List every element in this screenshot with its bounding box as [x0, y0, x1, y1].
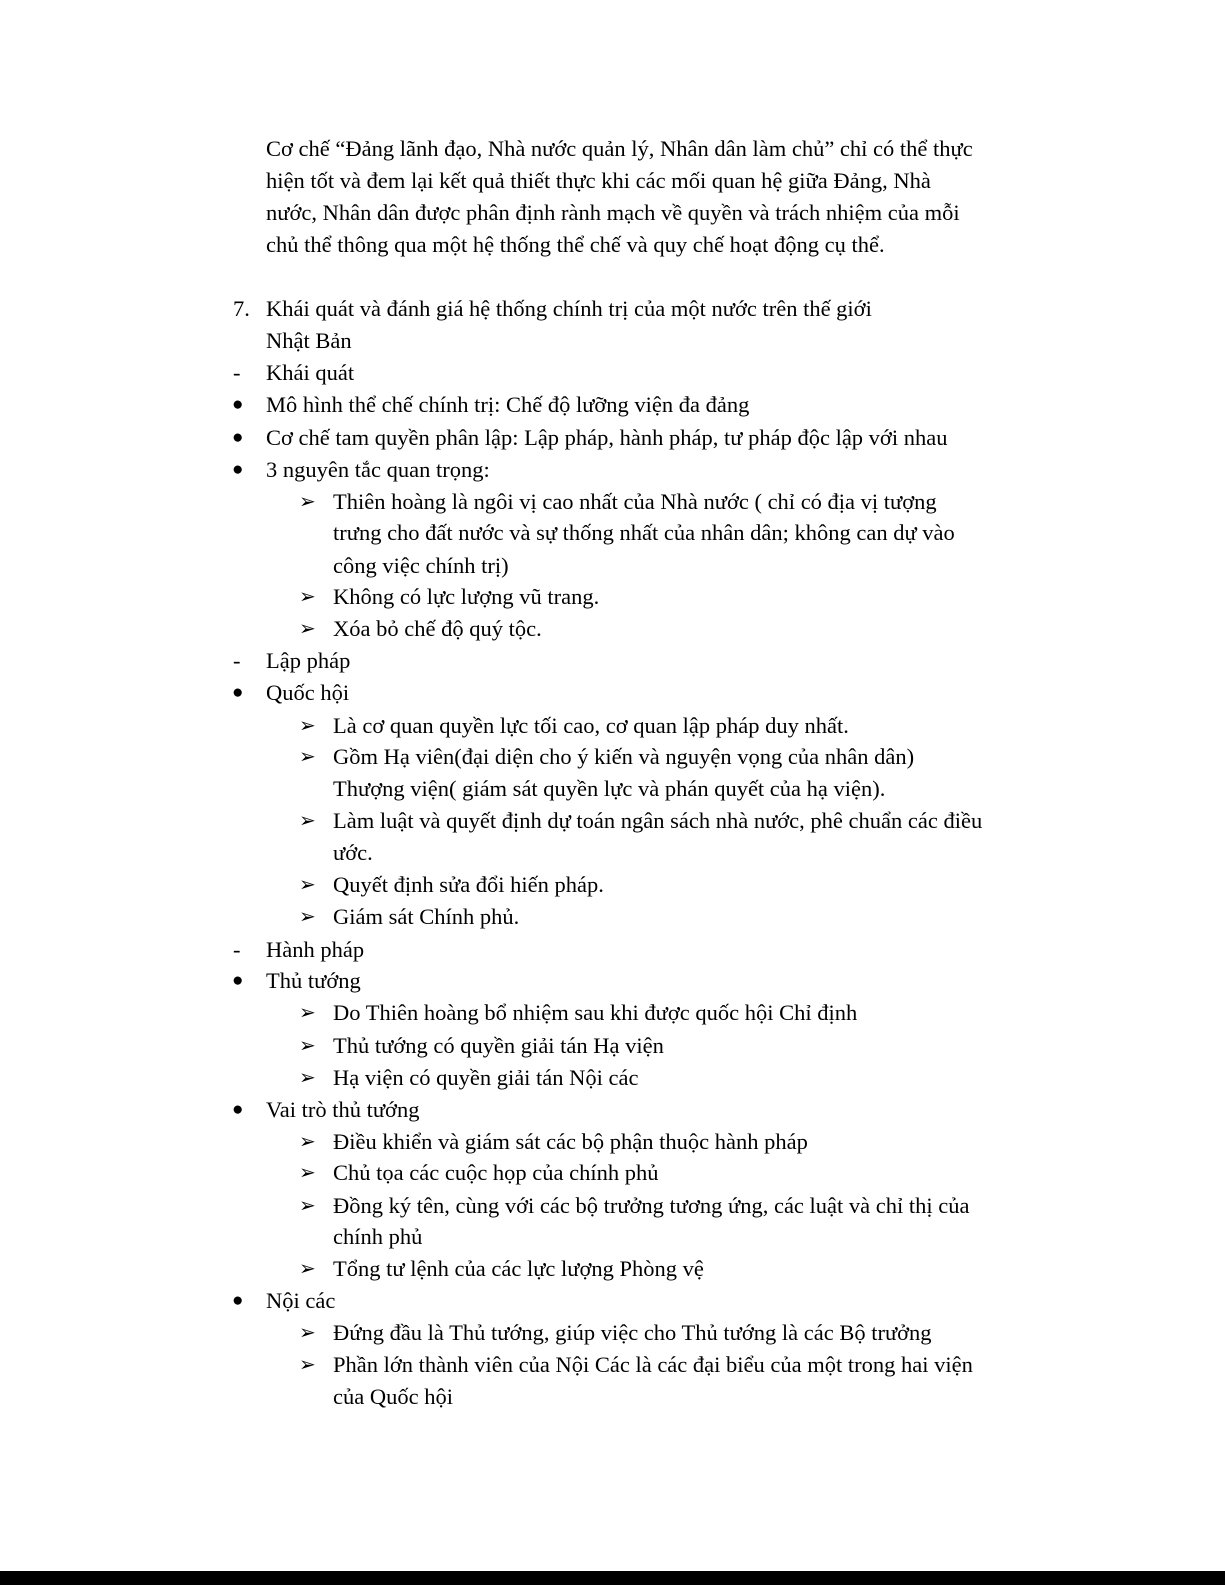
arrow-item-text: Thủ tướng có quyền giải tán Hạ viện — [333, 1033, 664, 1058]
arrow-item-continuation — [0, 773, 1225, 805]
arrow-item — [0, 1062, 1225, 1094]
page-bottom-edge — [0, 1571, 1225, 1585]
arrow-item-continuation — [0, 517, 1225, 549]
bullet-item-text: 3 nguyên tắc quan trọng: — [266, 457, 490, 482]
dash-item-text: Khái quát — [266, 360, 355, 385]
bullet-item-text: Vai trò thủ tướng — [266, 1097, 420, 1122]
dash-item — [0, 645, 1225, 677]
arrow-item-text: Xóa bỏ chế độ quý tộc. — [333, 616, 542, 641]
arrow-item — [0, 613, 1225, 645]
arrow-item-text: Hạ viện có quyền giải tán Nội các — [333, 1065, 639, 1090]
arrow-item — [0, 1317, 1225, 1349]
paragraph-text: hiện tốt và đem lại kết quả thiết thực khi các mối quan hệ giữa Đảng, Nhà — [266, 168, 931, 193]
arrow-item-text: Thượng viện( giám sát quyền lực và phán quyết của hạ viện). — [333, 776, 886, 801]
arrow-icon: ➢ — [299, 874, 316, 896]
arrow-item-text: Đồng ký tên, cùng với các bộ trưởng tương ứng, các luật và chỉ thị của — [333, 1193, 970, 1218]
bullet-item-text: Cơ chế tam quyền phân lập: Lập pháp, hành pháp, tư pháp độc lập với nhau — [266, 425, 948, 450]
bullet-icon: ● — [232, 970, 244, 991]
dash-item-text: Hành pháp — [266, 937, 365, 962]
dash-marker: - — [233, 937, 241, 962]
dash-marker: - — [233, 360, 241, 385]
list-number: 7. — [233, 296, 250, 321]
arrow-item — [0, 1030, 1225, 1062]
arrow-icon: ➢ — [299, 1162, 316, 1184]
arrow-item-text: Làm luật và quyết định dự toán ngân sách nhà nước, phê chuẩn các điều — [333, 808, 983, 833]
section-subject — [0, 325, 1225, 357]
arrow-item-text: Thiên hoàng là ngôi vị cao nhất của Nhà nước ( chỉ có địa vị tượng — [333, 489, 937, 514]
arrow-item-text: chính phủ — [333, 1224, 423, 1249]
arrow-icon: ➢ — [299, 810, 316, 832]
arrow-item — [0, 1157, 1225, 1189]
arrow-item-text: ước. — [333, 840, 373, 865]
arrow-item-text: Không có lực lượng vũ trang. — [333, 584, 600, 609]
arrow-icon: ➢ — [299, 1258, 316, 1280]
arrow-item-text: Phần lớn thành viên của Nội Các là các đại biểu của một trong hai viện — [333, 1352, 973, 1377]
arrow-icon: ➢ — [299, 715, 316, 737]
bullet-item — [0, 389, 1225, 421]
arrow-item — [0, 581, 1225, 613]
bullet-icon: ● — [232, 1099, 244, 1120]
paragraph-line — [0, 197, 1225, 229]
arrow-item — [0, 869, 1225, 901]
dash-item — [0, 357, 1225, 389]
arrow-icon: ➢ — [299, 491, 316, 513]
arrow-icon: ➢ — [299, 1131, 316, 1153]
section-heading — [0, 293, 1225, 325]
dash-item-text: Lập pháp — [266, 648, 351, 673]
paragraph-line — [0, 229, 1225, 261]
bullet-icon: ● — [232, 1290, 244, 1311]
bullet-item-text: Nội các — [266, 1288, 336, 1313]
dash-marker: - — [233, 648, 241, 673]
arrow-item-continuation — [0, 1381, 1225, 1413]
arrow-item-text: Gồm Hạ viên(đại diện cho ý kiến và nguyện vọng của nhân dân) — [333, 744, 915, 769]
bullet-item-text: Quốc hội — [266, 680, 350, 705]
arrow-icon: ➢ — [299, 618, 316, 640]
paragraph-line — [0, 133, 1225, 165]
arrow-item — [0, 1349, 1225, 1381]
bullet-item-text: Thủ tướng — [266, 968, 361, 993]
arrow-item-continuation — [0, 837, 1225, 869]
arrow-icon: ➢ — [299, 1195, 316, 1217]
bullet-item — [0, 454, 1225, 486]
bullet-item — [0, 422, 1225, 454]
arrow-icon: ➢ — [299, 1067, 316, 1089]
arrow-icon: ➢ — [299, 1354, 316, 1376]
arrow-item — [0, 997, 1225, 1029]
bullet-icon: ● — [232, 394, 244, 415]
dash-item — [0, 934, 1225, 966]
paragraph-text: Cơ chế “Đảng lãnh đạo, Nhà nước quản lý, Nhân dân làm chủ” chỉ có thể thực — [266, 136, 973, 161]
arrow-item — [0, 901, 1225, 933]
paragraph-text: chủ thể thông qua một hệ thống thể chế và quy chế hoạt động cụ thể. — [266, 232, 885, 257]
arrow-item-text: Điều khiển và giám sát các bộ phận thuộc hành pháp — [333, 1129, 808, 1154]
arrow-item-continuation — [0, 1221, 1225, 1253]
arrow-item-text: của Quốc hội — [333, 1384, 453, 1409]
arrow-icon: ➢ — [299, 746, 316, 768]
arrow-item-continuation — [0, 550, 1225, 582]
arrow-item — [0, 1126, 1225, 1158]
bullet-item-text: Mô hình thể chế chính trị: Chế độ lưỡng viện đa đảng — [266, 392, 750, 417]
arrow-item — [0, 486, 1225, 518]
arrow-item-text: Đứng đầu là Thủ tướng, giúp việc cho Thủ tướng là các Bộ trưởng — [333, 1320, 932, 1345]
arrow-item-text: Tổng tư lệnh của các lực lượng Phòng vệ — [333, 1256, 704, 1281]
bullet-icon: ● — [232, 427, 244, 448]
arrow-item-text: Chủ tọa các cuộc họp của chính phủ — [333, 1160, 659, 1185]
arrow-item-text: công việc chính trị) — [333, 553, 509, 578]
country-name: Nhật Bản — [266, 328, 352, 353]
section-title: Khái quát và đánh giá hệ thống chính trị của một nước trên thế giới — [266, 296, 872, 321]
arrow-item — [0, 1190, 1225, 1222]
paragraph-line — [0, 165, 1225, 197]
arrow-icon: ➢ — [299, 1002, 316, 1024]
arrow-item — [0, 741, 1225, 773]
arrow-item-text: trưng cho đất nước và sự thống nhất của nhân dân; không can dự vào — [333, 520, 955, 545]
bullet-item — [0, 965, 1225, 997]
arrow-icon: ➢ — [299, 586, 316, 608]
arrow-item-text: Là cơ quan quyền lực tối cao, cơ quan lập pháp duy nhất. — [333, 713, 849, 738]
arrow-icon: ➢ — [299, 906, 316, 928]
arrow-item-text: Do Thiên hoàng bổ nhiệm sau khi được quốc hội Chỉ định — [333, 1000, 858, 1025]
bullet-icon: ● — [232, 682, 244, 703]
bullet-icon: ● — [232, 459, 244, 480]
bullet-item — [0, 1094, 1225, 1126]
arrow-item — [0, 710, 1225, 742]
bullet-item — [0, 1285, 1225, 1317]
arrow-item — [0, 805, 1225, 837]
paragraph-text: nước, Nhân dân được phân định rành mạch về quyền và trách nhiệm của mỗi — [266, 200, 960, 225]
bullet-item — [0, 677, 1225, 709]
arrow-item-text: Quyết định sửa đổi hiến pháp. — [333, 872, 604, 897]
arrow-icon: ➢ — [299, 1035, 316, 1057]
arrow-item — [0, 1253, 1225, 1285]
arrow-item-text: Giám sát Chính phủ. — [333, 904, 520, 929]
arrow-icon: ➢ — [299, 1322, 316, 1344]
